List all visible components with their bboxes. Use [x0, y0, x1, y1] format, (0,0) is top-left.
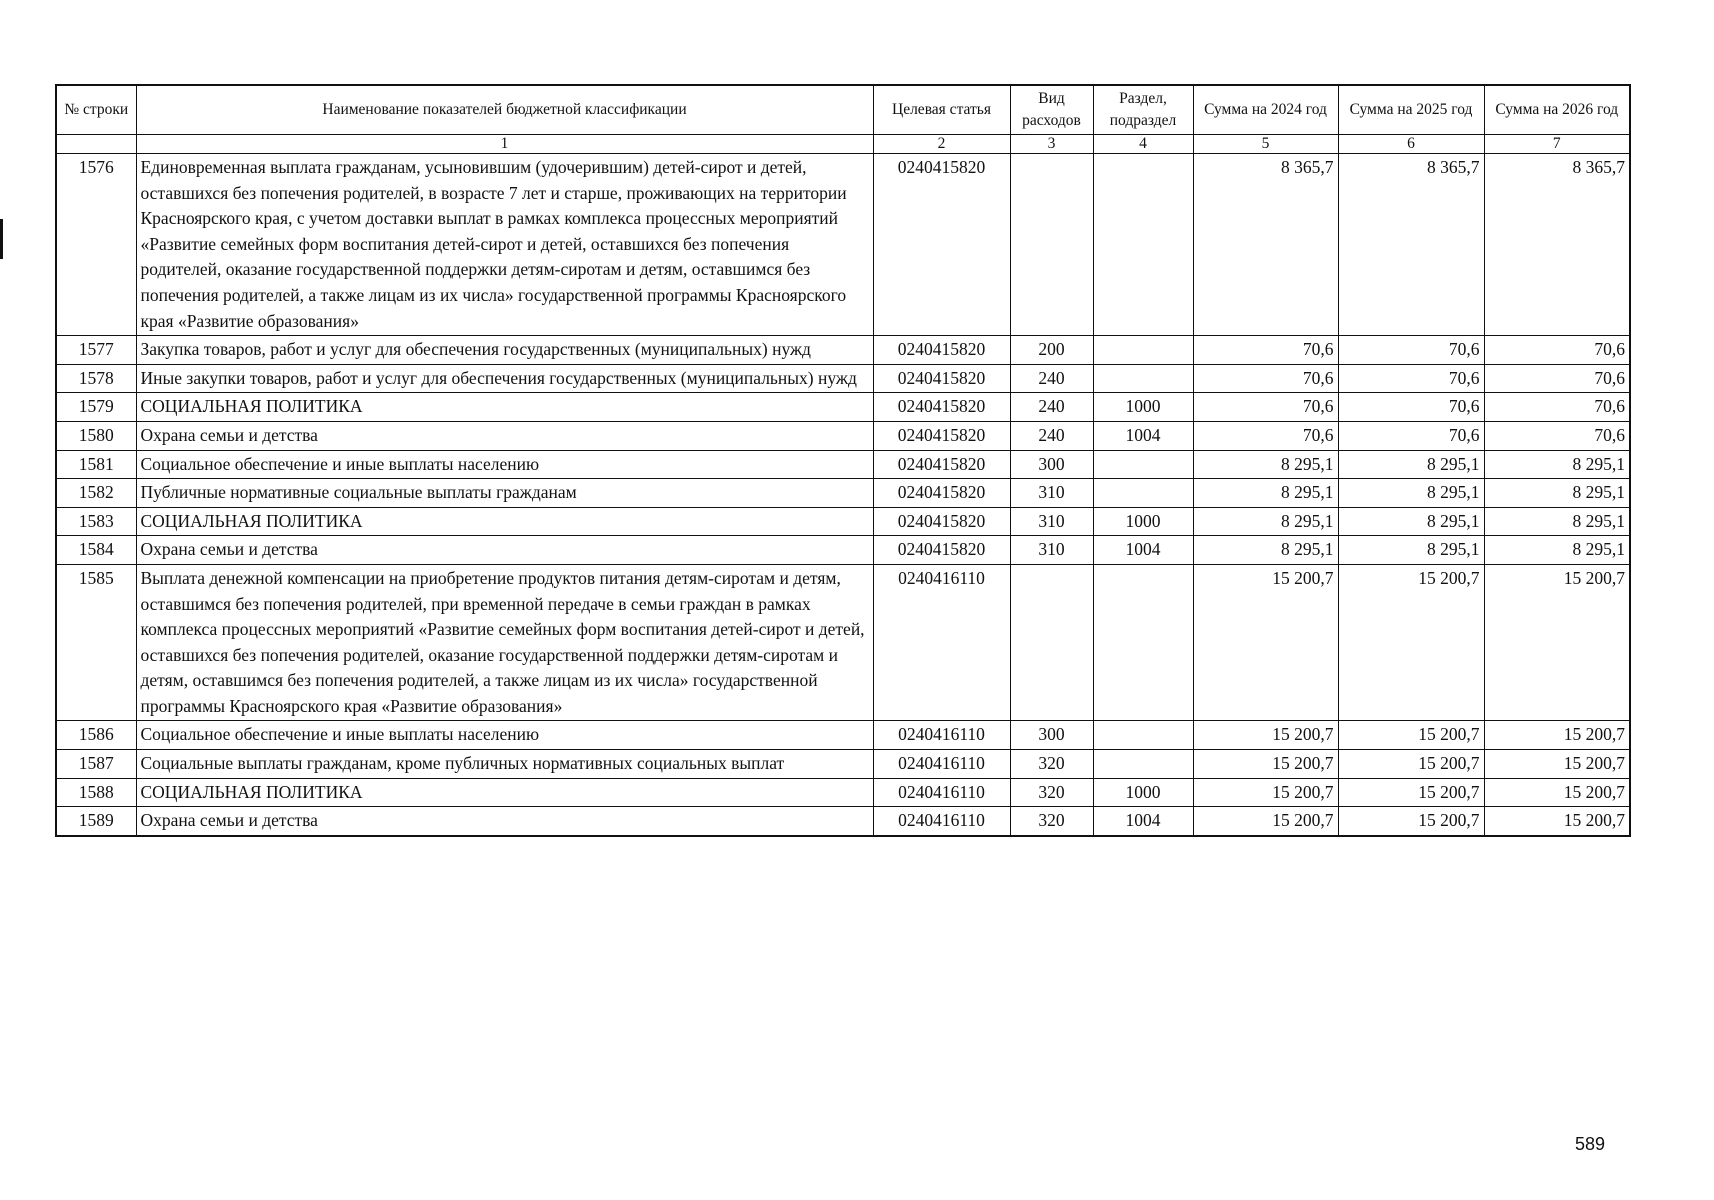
row-target-article: 0240416110: [873, 750, 1010, 779]
row-sum-2024: 8 295,1: [1193, 507, 1338, 536]
row-section: 1000: [1093, 507, 1193, 536]
row-section: [1093, 564, 1193, 721]
row-number: 1588: [56, 778, 136, 807]
row-name: Охрана семьи и детства: [136, 807, 873, 836]
row-expense-type: [1010, 154, 1093, 336]
row-section: [1093, 479, 1193, 508]
table-row: [56, 750, 1630, 779]
row-sum-2025: 8 295,1: [1338, 536, 1484, 565]
row-number: 1581: [56, 450, 136, 479]
row-section: 1004: [1093, 807, 1193, 836]
row-expense-type: 320: [1010, 750, 1093, 779]
row-sum-2024: 15 200,7: [1193, 750, 1338, 779]
row-section: 1000: [1093, 393, 1193, 422]
table-row: [56, 564, 1630, 721]
column-number: [56, 135, 136, 154]
row-sum-2026: 15 200,7: [1484, 721, 1630, 750]
row-expense-type: 320: [1010, 778, 1093, 807]
column-number: 6: [1338, 135, 1484, 154]
column-number: 5: [1193, 135, 1338, 154]
table-row: [56, 393, 1630, 422]
table-row: [56, 778, 1630, 807]
row-sum-2026: 70,6: [1484, 336, 1630, 365]
row-name: Публичные нормативные социальные выплаты гражданам: [136, 479, 873, 508]
table-body: [56, 154, 1630, 836]
row-sum-2025: 15 200,7: [1338, 564, 1484, 721]
row-sum-2025: 8 295,1: [1338, 507, 1484, 536]
row-sum-2025: 8 295,1: [1338, 450, 1484, 479]
row-sum-2025: 15 200,7: [1338, 807, 1484, 836]
row-sum-2024: 8 295,1: [1193, 536, 1338, 565]
header-expense-type: Вид расходов: [1010, 85, 1093, 135]
row-section: [1093, 154, 1193, 336]
row-sum-2025: 70,6: [1338, 393, 1484, 422]
row-sum-2026: 70,6: [1484, 364, 1630, 393]
row-sum-2025: 70,6: [1338, 364, 1484, 393]
row-expense-type: 300: [1010, 450, 1093, 479]
row-sum-2025: 8 295,1: [1338, 479, 1484, 508]
row-sum-2025: 70,6: [1338, 421, 1484, 450]
row-number: 1589: [56, 807, 136, 836]
row-sum-2026: 8 295,1: [1484, 507, 1630, 536]
row-sum-2025: 70,6: [1338, 336, 1484, 365]
row-sum-2024: 15 200,7: [1193, 721, 1338, 750]
row-sum-2025: 15 200,7: [1338, 721, 1484, 750]
table-row: [56, 421, 1630, 450]
row-expense-type: 240: [1010, 364, 1093, 393]
column-number: 7: [1484, 135, 1630, 154]
row-sum-2024: 70,6: [1193, 336, 1338, 365]
column-number-row: [56, 135, 1630, 154]
row-expense-type: 200: [1010, 336, 1093, 365]
row-sum-2026: 15 200,7: [1484, 778, 1630, 807]
row-section: [1093, 750, 1193, 779]
row-number: 1584: [56, 536, 136, 565]
row-section: 1000: [1093, 778, 1193, 807]
row-target-article: 0240415820: [873, 507, 1010, 536]
row-target-article: 0240415820: [873, 336, 1010, 365]
header-target-article: Целевая статья: [873, 85, 1010, 135]
row-sum-2024: 70,6: [1193, 393, 1338, 422]
row-sum-2026: 8 295,1: [1484, 536, 1630, 565]
row-sum-2024: 15 200,7: [1193, 778, 1338, 807]
row-section: 1004: [1093, 536, 1193, 565]
column-number: 1: [136, 135, 873, 154]
row-name: Выплата денежной компенсации на приобретение продуктов питания детям-сиротам и детям, оставшимся без попечения родителей, при временной передаче в семьи граждан в рамках комплекса процессных мероприятий «Развитие семейных форм воспитания детей-сирот и детей, оставшихся без попечения родителей, оказание государственной поддержки детям-сиротам и детям, оставшимся без попечения родителей, а также лицам из их числа» государственной программы Красноярского края «Развитие образования»: [136, 564, 873, 721]
row-sum-2025: 15 200,7: [1338, 778, 1484, 807]
row-target-article: 0240416110: [873, 807, 1010, 836]
row-target-article: 0240415820: [873, 393, 1010, 422]
row-number: 1583: [56, 507, 136, 536]
row-target-article: 0240415820: [873, 154, 1010, 336]
table-row: [56, 479, 1630, 508]
row-name: Охрана семьи и детства: [136, 536, 873, 565]
row-sum-2025: 15 200,7: [1338, 750, 1484, 779]
column-number: 3: [1010, 135, 1093, 154]
scan-margin-mark: [0, 219, 3, 259]
row-sum-2024: 70,6: [1193, 364, 1338, 393]
row-name: Социальные выплаты гражданам, кроме публичных нормативных социальных выплат: [136, 750, 873, 779]
row-expense-type: [1010, 564, 1093, 721]
table-row: [56, 536, 1630, 565]
table-header: [56, 85, 1630, 154]
row-section: [1093, 364, 1193, 393]
row-expense-type: 320: [1010, 807, 1093, 836]
row-expense-type: 240: [1010, 421, 1093, 450]
header-sum-2026: Сумма на 2026 год: [1484, 85, 1630, 135]
row-target-article: 0240415820: [873, 536, 1010, 565]
row-sum-2024: 70,6: [1193, 421, 1338, 450]
header-row: [56, 85, 1630, 135]
budget-table: [55, 84, 1631, 837]
row-target-article: 0240416110: [873, 778, 1010, 807]
row-sum-2026: 15 200,7: [1484, 750, 1630, 779]
row-target-article: 0240415820: [873, 450, 1010, 479]
row-section: 1004: [1093, 421, 1193, 450]
row-name: Социальное обеспечение и иные выплаты населению: [136, 721, 873, 750]
row-expense-type: 240: [1010, 393, 1093, 422]
header-sum-2025: Сумма на 2025 год: [1338, 85, 1484, 135]
table-row: [56, 507, 1630, 536]
row-section: [1093, 721, 1193, 750]
row-target-article: 0240415820: [873, 479, 1010, 508]
table-row: [56, 364, 1630, 393]
row-sum-2024: 8 295,1: [1193, 450, 1338, 479]
row-number: 1578: [56, 364, 136, 393]
row-target-article: 0240415820: [873, 421, 1010, 450]
row-sum-2025: 8 365,7: [1338, 154, 1484, 336]
row-section: [1093, 336, 1193, 365]
row-name: СОЦИАЛЬНАЯ ПОЛИТИКА: [136, 393, 873, 422]
page-number: 589: [1575, 1134, 1606, 1154]
row-sum-2026: 15 200,7: [1484, 564, 1630, 721]
row-number: 1587: [56, 750, 136, 779]
row-sum-2024: 15 200,7: [1193, 807, 1338, 836]
row-expense-type: 310: [1010, 479, 1093, 508]
row-number: 1579: [56, 393, 136, 422]
row-number: 1577: [56, 336, 136, 365]
column-number: 4: [1093, 135, 1193, 154]
row-sum-2026: 8 295,1: [1484, 450, 1630, 479]
row-name: Социальное обеспечение и иные выплаты населению: [136, 450, 873, 479]
row-section: [1093, 450, 1193, 479]
row-target-article: 0240415820: [873, 364, 1010, 393]
row-sum-2024: 8 295,1: [1193, 479, 1338, 508]
row-sum-2026: 70,6: [1484, 393, 1630, 422]
table-row: [56, 721, 1630, 750]
table-row: [56, 336, 1630, 365]
row-number: 1585: [56, 564, 136, 721]
row-target-article: 0240416110: [873, 721, 1010, 750]
column-number: 2: [873, 135, 1010, 154]
row-expense-type: 310: [1010, 536, 1093, 565]
row-name: СОЦИАЛЬНАЯ ПОЛИТИКА: [136, 507, 873, 536]
row-sum-2026: 15 200,7: [1484, 807, 1630, 836]
row-target-article: 0240416110: [873, 564, 1010, 721]
table-row: [56, 154, 1630, 336]
row-expense-type: 310: [1010, 507, 1093, 536]
row-name: СОЦИАЛЬНАЯ ПОЛИТИКА: [136, 778, 873, 807]
row-sum-2024: 15 200,7: [1193, 564, 1338, 721]
row-name: Единовременная выплата гражданам, усыновившим (удочерившим) детей-сирот и детей, оставшихся без попечения родителей, в возрасте 7 лет и старше, проживающих на территории Красноярского края, с учетом доставки выплат в рамках комплекса процессных мероприятий «Развитие семейных форм воспитания детей-сирот и детей, оставшихся без попечения родителей, оказание государственной поддержки детям-сиротам и детям, оставшимся без попечения родителей, а также лицам из их числа» государственной программы Красноярского края «Развитие образования»: [136, 154, 873, 336]
row-expense-type: 300: [1010, 721, 1093, 750]
row-number: 1576: [56, 154, 136, 336]
header-name: Наименование показателей бюджетной классификации: [136, 85, 873, 135]
row-sum-2026: 70,6: [1484, 421, 1630, 450]
row-name: Иные закупки товаров, работ и услуг для обеспечения государственных (муниципальных) нужд: [136, 364, 873, 393]
header-section: Раздел, подраздел: [1093, 85, 1193, 135]
row-number: 1582: [56, 479, 136, 508]
table-row: [56, 450, 1630, 479]
row-name: Закупка товаров, работ и услуг для обеспечения государственных (муниципальных) нужд: [136, 336, 873, 365]
row-number: 1580: [56, 421, 136, 450]
row-sum-2026: 8 295,1: [1484, 479, 1630, 508]
row-number: 1586: [56, 721, 136, 750]
row-sum-2024: 8 365,7: [1193, 154, 1338, 336]
row-sum-2026: 8 365,7: [1484, 154, 1630, 336]
header-sum-2024: Сумма на 2024 год: [1193, 85, 1338, 135]
table-row: [56, 807, 1630, 836]
row-name: Охрана семьи и детства: [136, 421, 873, 450]
header-row-number: № строки: [56, 85, 136, 135]
